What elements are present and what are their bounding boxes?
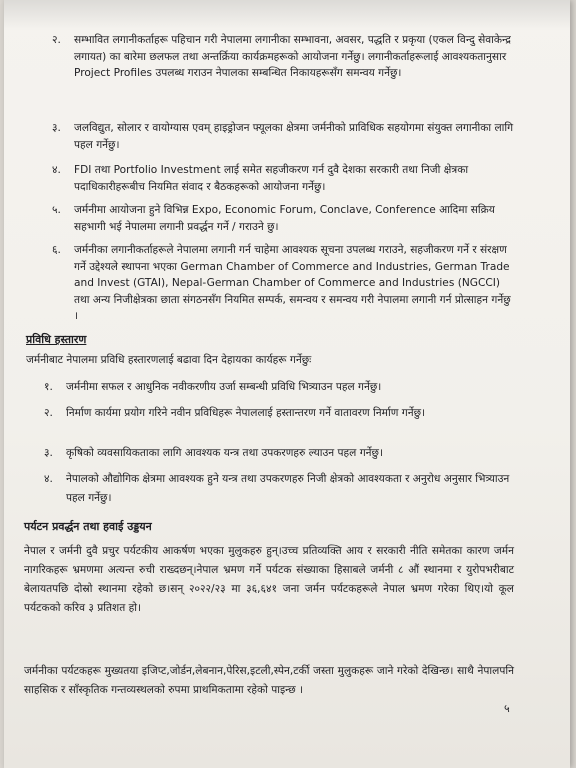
list-text: जर्मनीमा सफल र आधुनिक नवीकरणीय उर्जा सम्बन्धी प्रविधि भित्र्याउन पहल गर्नेछु। bbox=[66, 381, 382, 393]
list-number: २. bbox=[52, 34, 61, 46]
list-number: २. bbox=[44, 407, 53, 419]
list-number: ३. bbox=[52, 122, 61, 134]
list-number: ६. bbox=[52, 244, 61, 256]
tourism-paragraph-2: जर्मनीका पर्यटकहरू मुख्यतया इजिप्ट,जोर्डन,लेबनान,पेरिस,इटली,स्पेन,टर्की जस्ता मुलुकहरू जाने गरेको देखिन्छ। साथै नेपालपनि साहसिक र साँस्कृतिक गन्तव्यस्थलको रुपमा प्राथमिकतामा रहेको पाइन्छ । bbox=[24, 665, 514, 696]
list-text: FDI तथा Portfolio Investment लाई समेत सहजीकरण गर्न दुवै देशका सरकारी तथा निजी क्षेत्रका पदाधिकारीहरूबीच नियमित संवाद र बैठकहरूको आयोजना गर्नेछु। bbox=[74, 164, 469, 193]
page-shadow bbox=[4, 0, 570, 30]
list-number: ३. bbox=[44, 447, 53, 459]
page-number: ५ bbox=[504, 702, 510, 715]
list-number: १. bbox=[44, 381, 53, 393]
section-heading-technology-transfer: प्रविधि हस्तारण bbox=[26, 333, 87, 346]
list-number: ५. bbox=[52, 204, 61, 216]
list-text: निर्माण कार्यमा प्रयोग गरिने नवीन प्रविधिहरू नेपाललाई हस्तान्तरण गर्ने वातावरण निर्माण गर्नेछु। bbox=[66, 407, 426, 419]
section-heading-tourism: पर्यटन प्रवर्द्धन तथा हवाई उड्डयन bbox=[24, 520, 152, 533]
document-page bbox=[4, 0, 570, 768]
list-number: ४. bbox=[44, 473, 53, 485]
list-text: जर्मनीका लगानीकर्ताहरूले नेपालमा लगानी गर्न चाहेमा आवश्यक सूचना उपलब्ध गराउने, सहजीकरण गर्ने र संरक्षण गर्ने उद्देश्यले स्थापना भएका German Chamber of Commerce and Industries, German Trade and Invest (GTAI), Nepal-German Chamber of Commerce and Industries (NGCCI) तथा अन्य निजीक्षेत्रका छाता संगठनसँग नियमित सम्पर्क, समन्वय र समन्वय गरी नेपालमा लगानी गर्न प्रोत्साहन गर्नेछु । bbox=[74, 244, 511, 322]
list-text: नेपालको औद्योगिक क्षेत्रमा आवश्यक हुने यन्त्र तथा उपकरणहरु निजी क्षेत्रको आवश्यकता र अनुरोध अनुसार भित्र्याउन पहल गर्नेछु। bbox=[66, 473, 510, 504]
list-number: ४. bbox=[52, 164, 61, 176]
list-text: जर्मनीमा आयोजना हुने विभिन्न Expo, Economic Forum, Conclave, Conference आदिमा सक्रिय सहभागी भई नेपालमा लगानी प्रवर्द्धन गर्ने / गराउने छु। bbox=[74, 204, 495, 233]
list-text: सम्भावित लगानीकर्ताहरू पहिचान गरी नेपालमा लगानीका सम्भावना, अवसर, पद्धति र प्रकृया (एकल विन्दु सेवाकेन्द्र लगायत) का बारेमा छलफल तथा अन्तर्क्रिया कार्यक्रमहरूको आयोजना गर्नेछु। लगानीकर्ताहरूलाई आवश्यकतानुसार Project Profiles उपलब्ध गराउन नेपालका सम्बन्धित निकायहरूसँग समन्वय गर्नेछु। bbox=[74, 34, 511, 79]
section-intro: जर्मनीबाट नेपालमा प्रविधि हस्तारणलाई बढावा दिन देहायका कार्यहरू गर्नेछुः bbox=[26, 354, 312, 366]
list-text: जलविद्युत, सोलार र वायोग्यास एवम् हाइड्रोजन फ्यूलका क्षेत्रमा जर्मनीको प्राविधिक सहयोगमा संयुक्त लगानीका लागि पहल गर्नेछु। bbox=[74, 122, 514, 151]
list-text: कृषिको व्यवसायिकताका लागि आवश्यक यन्त्र तथा उपकरणहरु ल्याउन पहल गर्नेछु। bbox=[66, 447, 383, 459]
tourism-paragraph-1: नेपाल र जर्मनी दुवै प्रचुर पर्यटकीय आकर्षण भएका मुलुकहरु हुन्।उच्च प्रतिव्यक्ति आय र सरकारी नीति समेतका कारण जर्मन नागरिकहरू भ्रमणमा अत्यन्त रुची राख्दछन्।नेपाल भ्रमण गर्ने पर्यटक संख्याका हिसाबले जर्मनी ८ औं स्थानमा र युरोपभरीबाट बेलायतपछि दोस्रो स्थानमा रहेको छ।सन् २०२२/२३ मा ३६,६४१ जना जर्मन पर्यटकहरूले नेपाल भ्रमण गरेका थिए।यो कूल पर्यटकको करिव ३ प्रतिशत हो। bbox=[24, 545, 514, 614]
